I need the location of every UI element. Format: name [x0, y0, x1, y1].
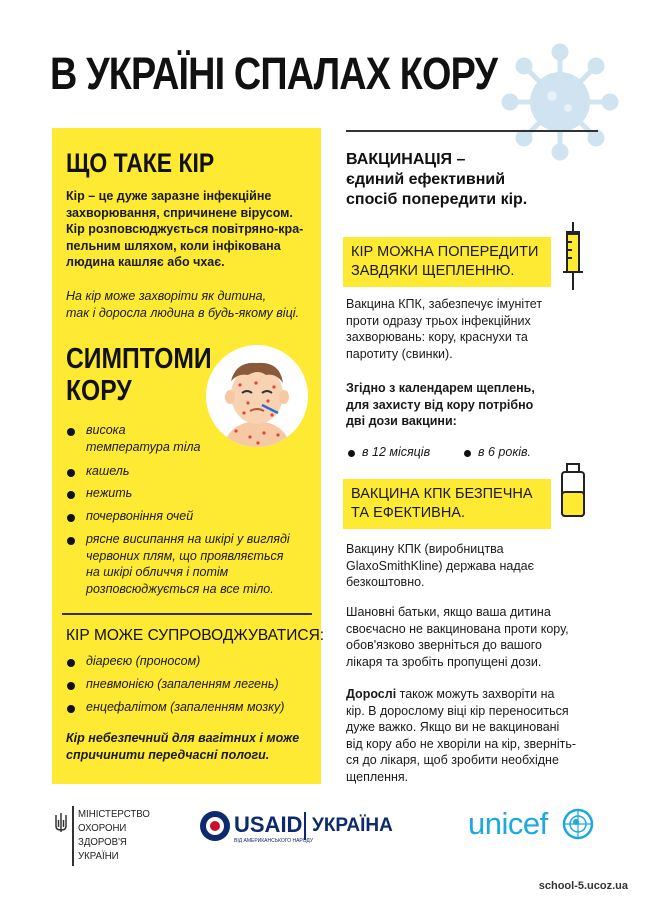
text-line: від кору або не хворіли на кір, зверніть-: [346, 736, 577, 751]
symptoms-heading-line: КОРУ: [66, 375, 132, 407]
symptom-line: на шкірі обличчя і потім: [86, 565, 229, 579]
bullet-icon: [67, 682, 75, 690]
definition-line: людина кашляє або чхає.: [66, 255, 225, 269]
definition-line: пельним шляхом, коли інфікована: [66, 238, 281, 253]
definition-line: Кір – це дуже заразне інфекційне: [66, 189, 272, 203]
italic-line: так і доросла людина в будь-якому віці.: [66, 305, 299, 320]
unicef-emblem-icon: [562, 808, 594, 840]
mmr-description: [346, 296, 596, 362]
website-credit: school-5.ucoz.ua: [538, 880, 628, 892]
bullet-icon: [464, 450, 471, 457]
text-line: щеплення.: [346, 769, 409, 784]
ministry-line: МІНІСТЕРСТВО: [78, 808, 150, 820]
box-line: КІР МОЖНА ПОПЕРЕДИТИ: [351, 244, 539, 260]
symptoms-heading: [66, 343, 212, 407]
bullet-icon: [348, 450, 355, 457]
text-line: також можуть захворіти на: [396, 687, 555, 701]
symptom-item: почервоніння очей: [86, 509, 194, 523]
text-line: захворювань: кору, краснухи та: [346, 330, 528, 344]
bullet-icon: [67, 491, 75, 499]
usaid-logo-text: USAID: [234, 812, 303, 837]
pregnancy-warning: [66, 730, 316, 763]
sick-child-icon: [206, 345, 308, 447]
text-line: Шановні батьки, якщо ваша дитина: [346, 605, 551, 619]
symptom-line: рясне висипання на шкірі у вигляді: [86, 532, 290, 546]
symptom-line: червоних плям, що проявляється: [86, 548, 284, 563]
complication-name: пневмонією: [86, 677, 154, 691]
prevention-box: [343, 237, 551, 287]
ministry-line: ЗДОРОВ'Я: [78, 836, 127, 848]
usaid-subtitle: ВІД АМЕРИКАНСЬКОГО НАРОДУ: [234, 838, 314, 844]
text-line: своєчасно не вакцинована проти кору,: [346, 621, 569, 636]
dose-item: в 6 років.: [478, 445, 532, 459]
measles-definition: [66, 188, 316, 271]
text-line: дві дози вакцини:: [346, 414, 457, 428]
bullet-icon: [67, 514, 75, 522]
free-vaccine-text: [346, 541, 596, 591]
symptom-line: висока: [86, 423, 126, 437]
text-line: лікаря та зробіть пропущені дози.: [346, 654, 542, 669]
page-title: В УКРАЇНІ СПАЛАХ КОРУ: [50, 48, 498, 99]
vaccination-heading-line: ВАКЦИНАЦІЯ –: [346, 151, 466, 168]
vaccination-heading-line: єдиний ефективний: [346, 171, 506, 188]
bullet-icon: [67, 659, 75, 667]
text-line: проти одразу трьох інфекційних: [346, 313, 531, 328]
what-is-measles-heading: ЩО ТАКЕ КІР: [66, 148, 215, 178]
complication-item: [86, 653, 200, 670]
box-line: ВАКЦИНА КПК БЕЗПЕЧНА: [351, 486, 533, 502]
text-line: Вакцину КПК (виробництва: [346, 542, 504, 556]
box-line: ТА ЕФЕКТИВНА.: [351, 505, 466, 521]
text-line: обов'язково зверніться до вашого: [346, 638, 543, 652]
vaccination-heading: [346, 150, 527, 210]
symptoms-heading-line: СИМПТОМИ: [66, 343, 212, 375]
italic-line: На кір може захворіти як дитина,: [66, 289, 267, 303]
symptom-item: нежить: [86, 486, 133, 500]
trident-icon: [54, 812, 68, 834]
symptom-item: [86, 422, 200, 455]
usaid-country: УКРАЇНА: [312, 815, 393, 836]
bullet-icon: [67, 537, 75, 545]
bullet-icon: [67, 428, 75, 436]
text-line: GlaxoSmithKline) держава надає: [346, 558, 534, 573]
symptom-line: розповсюджується на все тіло.: [86, 581, 274, 596]
sick-child-illustration: [206, 345, 308, 447]
text-line: Вакцина КПК, забезпечує імунітет: [346, 297, 543, 311]
complication-detail: (запаленням легень): [153, 677, 279, 691]
vaccination-heading-line: спосіб попередити кір.: [346, 191, 528, 208]
vaccine-vial-icon: [558, 462, 588, 520]
divider: [304, 812, 306, 840]
bullet-icon: [67, 705, 75, 713]
text-line: для захисту від кору потрібно: [346, 397, 534, 412]
virus-icon: [500, 42, 620, 162]
unicef-logo-text: unicef: [468, 806, 548, 841]
ministry-logo: [78, 807, 150, 863]
symptom-item: кашель: [86, 464, 130, 478]
complication-item: [86, 676, 279, 693]
definition-line: Кір розповсюджується повітряно-кра-: [66, 222, 304, 236]
symptom-item: [86, 531, 290, 597]
text-line: Згідно з календарем щеплень,: [346, 381, 535, 395]
ministry-line: ОХОРОНИ: [78, 822, 127, 834]
bullet-icon: [67, 469, 75, 477]
complication-name: діареєю: [86, 654, 133, 668]
text-line: безкоштовно.: [346, 575, 425, 589]
adults-advice: [346, 686, 606, 785]
complication-item: [86, 699, 284, 716]
text-line: кір. В дорослому віці кір переноситься: [346, 703, 569, 718]
symptom-line: температура тіла: [86, 439, 201, 454]
complication-detail: (проносом): [132, 654, 201, 668]
divider: [62, 613, 312, 615]
syringe-icon: [558, 220, 588, 292]
warning-line: спричинити передчасні пологи.: [66, 747, 270, 762]
divider: [72, 806, 74, 866]
text-line: дуже важко. Якщо ви не вакциновані: [346, 720, 560, 734]
divider: [346, 130, 598, 132]
complications-heading: КІР МОЖЕ СУПРОВОДЖУВАТИСЯ:: [66, 627, 325, 644]
complication-name: енцефалітом: [86, 700, 167, 714]
definition-line: захворювання, спричинене вірусом.: [66, 205, 293, 220]
usaid-seal-icon: [200, 811, 230, 841]
schedule-text: [346, 380, 596, 430]
box-line: ЗАВДЯКИ ЩЕПЛЕННЮ.: [351, 263, 515, 279]
dose-item: в 12 місяців: [362, 445, 431, 459]
warning-line: Кір небезпечний для вагітних і може: [66, 731, 300, 745]
ministry-line: УКРАЇНИ: [78, 850, 119, 862]
adults-bold: Дорослі: [346, 687, 397, 701]
text-line: ся до лікаря, щоб зробити необхідне: [346, 753, 559, 767]
complication-detail: (запаленням мозку): [166, 700, 285, 714]
text-line: паротиту (свинки).: [346, 346, 453, 361]
who-can-get-measles: [66, 288, 316, 321]
parents-advice: [346, 604, 606, 670]
safety-box: [343, 479, 551, 529]
